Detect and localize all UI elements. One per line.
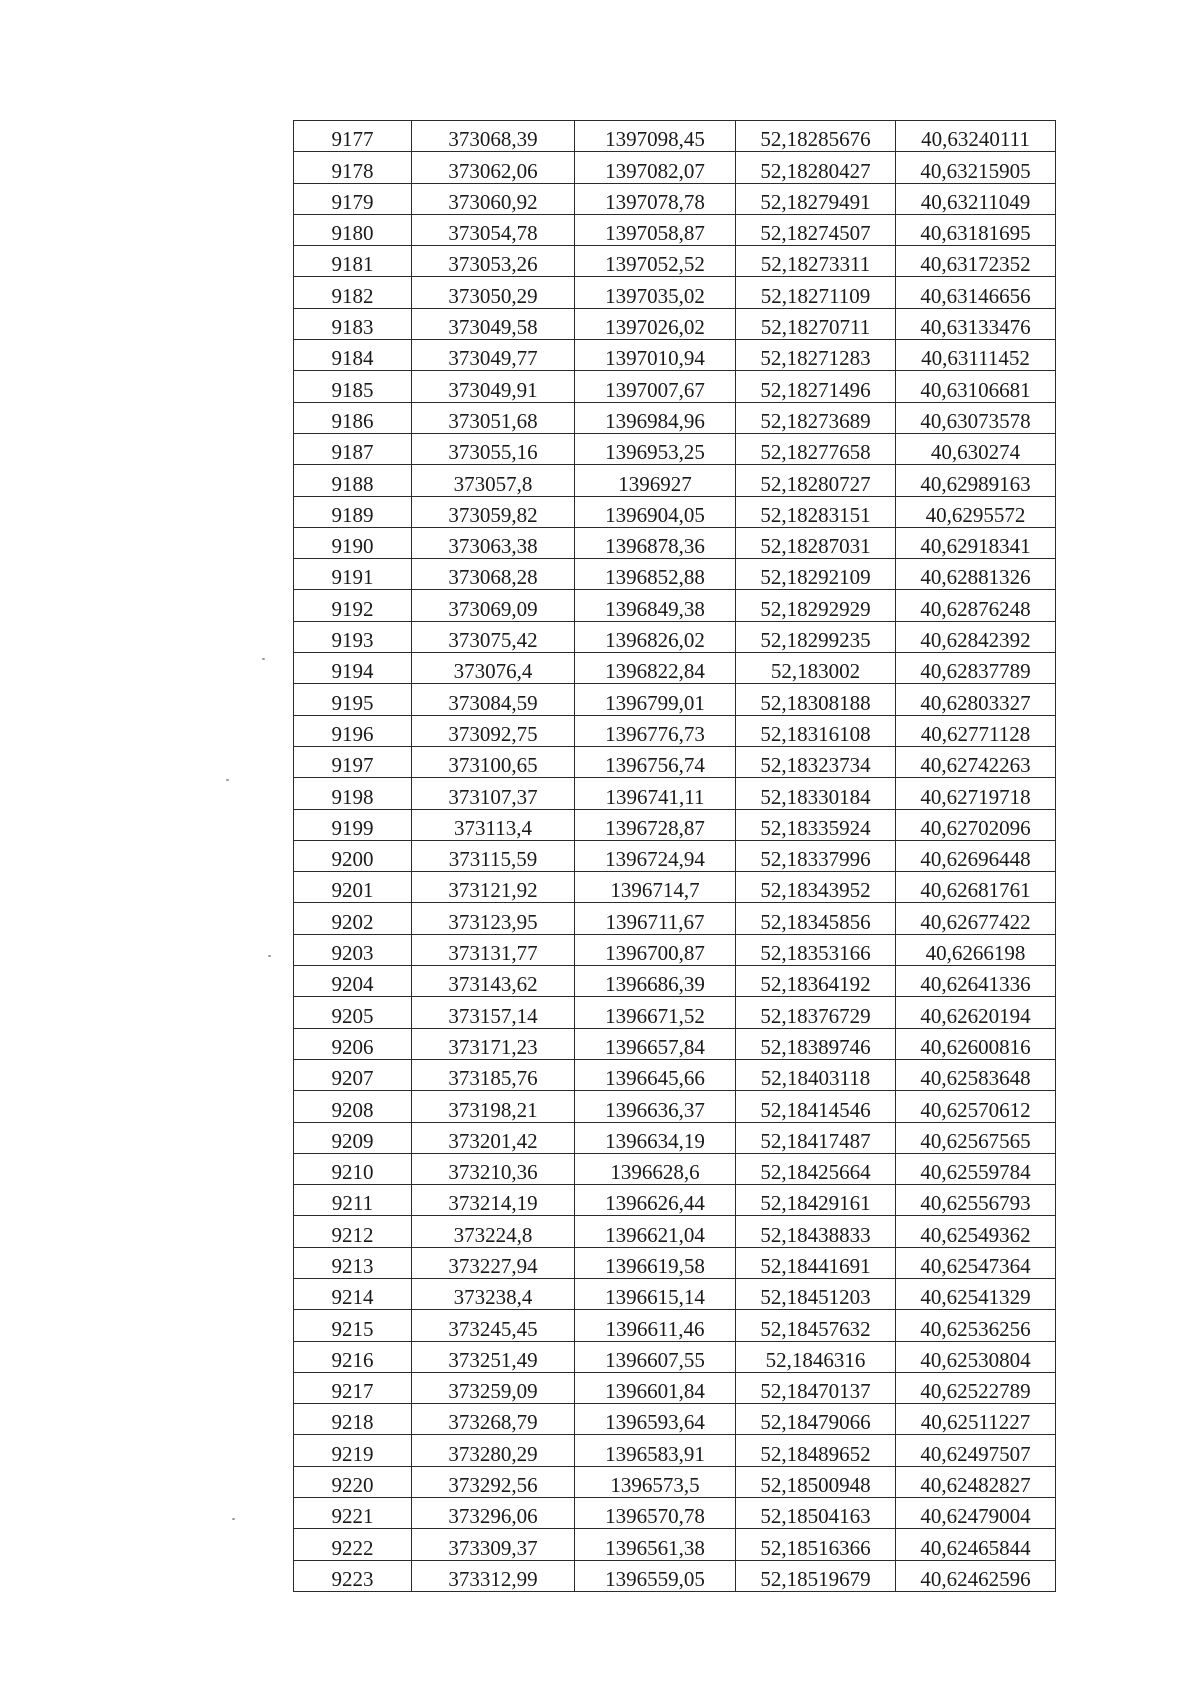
latitude-cell: 52,18425664 xyxy=(736,1153,896,1184)
y-coordinate-cell: 1396615,14 xyxy=(575,1278,736,1309)
point-number-cell: 9178 xyxy=(294,152,412,183)
latitude-cell: 52,18504163 xyxy=(736,1498,896,1529)
table-row xyxy=(294,684,1056,715)
table-row xyxy=(294,840,1056,871)
y-coordinate-cell: 1396601,84 xyxy=(575,1372,736,1403)
table-row xyxy=(294,152,1056,183)
table-row xyxy=(294,966,1056,997)
x-coordinate-cell: 373076,4 xyxy=(412,653,575,684)
y-coordinate-cell: 1396953,25 xyxy=(575,433,736,464)
x-coordinate-cell: 373280,29 xyxy=(412,1435,575,1466)
y-coordinate-cell: 1397026,02 xyxy=(575,308,736,339)
point-number-cell: 9189 xyxy=(294,496,412,527)
point-number-cell: 9194 xyxy=(294,653,412,684)
y-coordinate-cell: 1396607,55 xyxy=(575,1341,736,1372)
latitude-cell: 52,183002 xyxy=(736,653,896,684)
x-coordinate-cell: 373057,8 xyxy=(412,465,575,496)
table-row xyxy=(294,214,1056,245)
table-row xyxy=(294,1247,1056,1278)
y-coordinate-cell: 1396621,04 xyxy=(575,1216,736,1247)
y-coordinate-cell: 1396984,96 xyxy=(575,402,736,433)
y-coordinate-cell: 1396927 xyxy=(575,465,736,496)
y-coordinate-cell: 1396822,84 xyxy=(575,653,736,684)
longitude-cell: 40,62620194 xyxy=(896,997,1056,1028)
longitude-cell: 40,62567565 xyxy=(896,1122,1056,1153)
x-coordinate-cell: 373157,14 xyxy=(412,997,575,1028)
y-coordinate-cell: 1396593,64 xyxy=(575,1404,736,1435)
longitude-cell: 40,6266198 xyxy=(896,934,1056,965)
table-row xyxy=(294,1341,1056,1372)
y-coordinate-cell: 1396561,38 xyxy=(575,1529,736,1560)
x-coordinate-cell: 373121,92 xyxy=(412,872,575,903)
x-coordinate-cell: 373049,77 xyxy=(412,340,575,371)
x-coordinate-cell: 373055,16 xyxy=(412,433,575,464)
table-row xyxy=(294,746,1056,777)
table-row xyxy=(294,1529,1056,1560)
x-coordinate-cell: 373053,26 xyxy=(412,246,575,277)
x-coordinate-cell: 373185,76 xyxy=(412,1059,575,1090)
longitude-cell: 40,62719718 xyxy=(896,778,1056,809)
longitude-cell: 40,62702096 xyxy=(896,809,1056,840)
x-coordinate-cell: 373100,65 xyxy=(412,746,575,777)
table-row xyxy=(294,1435,1056,1466)
table-row xyxy=(294,778,1056,809)
table-row xyxy=(294,277,1056,308)
x-coordinate-cell: 373251,49 xyxy=(412,1341,575,1372)
point-number-cell: 9192 xyxy=(294,590,412,621)
longitude-cell: 40,62465844 xyxy=(896,1529,1056,1560)
y-coordinate-cell: 1396686,39 xyxy=(575,966,736,997)
y-coordinate-cell: 1396904,05 xyxy=(575,496,736,527)
table-row xyxy=(294,1216,1056,1247)
y-coordinate-cell: 1396573,5 xyxy=(575,1466,736,1497)
table-row xyxy=(294,433,1056,464)
point-number-cell: 9188 xyxy=(294,465,412,496)
longitude-cell: 40,62641336 xyxy=(896,966,1056,997)
latitude-cell: 52,18280427 xyxy=(736,152,896,183)
table-row xyxy=(294,1498,1056,1529)
point-number-cell: 9215 xyxy=(294,1310,412,1341)
latitude-cell: 52,18500948 xyxy=(736,1466,896,1497)
latitude-cell: 52,18330184 xyxy=(736,778,896,809)
point-number-cell: 9213 xyxy=(294,1247,412,1278)
y-coordinate-cell: 1397058,87 xyxy=(575,214,736,245)
table-row xyxy=(294,1404,1056,1435)
longitude-cell: 40,62600816 xyxy=(896,1028,1056,1059)
point-number-cell: 9218 xyxy=(294,1404,412,1435)
y-coordinate-cell: 1396626,44 xyxy=(575,1185,736,1216)
point-number-cell: 9177 xyxy=(294,121,412,152)
table-row xyxy=(294,496,1056,527)
latitude-cell: 52,18277658 xyxy=(736,433,896,464)
latitude-cell: 52,18335924 xyxy=(736,809,896,840)
x-coordinate-cell: 373084,59 xyxy=(412,684,575,715)
point-number-cell: 9211 xyxy=(294,1185,412,1216)
point-number-cell: 9220 xyxy=(294,1466,412,1497)
table-row xyxy=(294,402,1056,433)
longitude-cell: 40,62771128 xyxy=(896,715,1056,746)
y-coordinate-cell: 1397007,67 xyxy=(575,371,736,402)
latitude-cell: 52,18270711 xyxy=(736,308,896,339)
longitude-cell: 40,62530804 xyxy=(896,1341,1056,1372)
table-row xyxy=(294,903,1056,934)
latitude-cell: 52,18429161 xyxy=(736,1185,896,1216)
x-coordinate-cell: 373245,45 xyxy=(412,1310,575,1341)
point-number-cell: 9198 xyxy=(294,778,412,809)
y-coordinate-cell: 1396671,52 xyxy=(575,997,736,1028)
table-row xyxy=(294,872,1056,903)
y-coordinate-cell: 1397078,78 xyxy=(575,183,736,214)
x-coordinate-cell: 373062,06 xyxy=(412,152,575,183)
table-row xyxy=(294,653,1056,684)
longitude-cell: 40,63240111 xyxy=(896,121,1056,152)
point-number-cell: 9187 xyxy=(294,433,412,464)
y-coordinate-cell: 1396741,11 xyxy=(575,778,736,809)
scan-speck xyxy=(232,1518,235,1520)
point-number-cell: 9201 xyxy=(294,872,412,903)
table-row xyxy=(294,340,1056,371)
y-coordinate-cell: 1396711,67 xyxy=(575,903,736,934)
point-number-cell: 9179 xyxy=(294,183,412,214)
x-coordinate-cell: 373171,23 xyxy=(412,1028,575,1059)
latitude-cell: 52,18279491 xyxy=(736,183,896,214)
x-coordinate-cell: 373068,28 xyxy=(412,559,575,590)
y-coordinate-cell: 1396756,74 xyxy=(575,746,736,777)
longitude-cell: 40,63211049 xyxy=(896,183,1056,214)
y-coordinate-cell: 1396849,38 xyxy=(575,590,736,621)
latitude-cell: 52,18417487 xyxy=(736,1122,896,1153)
y-coordinate-cell: 1396619,58 xyxy=(575,1247,736,1278)
longitude-cell: 40,62549362 xyxy=(896,1216,1056,1247)
x-coordinate-cell: 373227,94 xyxy=(412,1247,575,1278)
point-number-cell: 9191 xyxy=(294,559,412,590)
point-number-cell: 9193 xyxy=(294,621,412,652)
latitude-cell: 52,18283151 xyxy=(736,496,896,527)
y-coordinate-cell: 1396657,84 xyxy=(575,1028,736,1059)
point-number-cell: 9222 xyxy=(294,1529,412,1560)
longitude-cell: 40,63106681 xyxy=(896,371,1056,402)
point-number-cell: 9197 xyxy=(294,746,412,777)
y-coordinate-cell: 1396714,7 xyxy=(575,872,736,903)
point-number-cell: 9206 xyxy=(294,1028,412,1059)
coordinates-table xyxy=(293,120,1056,1592)
longitude-cell: 40,62696448 xyxy=(896,840,1056,871)
table-row xyxy=(294,1278,1056,1309)
y-coordinate-cell: 1397010,94 xyxy=(575,340,736,371)
point-number-cell: 9195 xyxy=(294,684,412,715)
table-row xyxy=(294,1059,1056,1090)
longitude-cell: 40,62803327 xyxy=(896,684,1056,715)
x-coordinate-cell: 373075,42 xyxy=(412,621,575,652)
coordinates-table-body xyxy=(294,121,1056,1592)
point-number-cell: 9214 xyxy=(294,1278,412,1309)
y-coordinate-cell: 1396559,05 xyxy=(575,1560,736,1591)
latitude-cell: 52,18364192 xyxy=(736,966,896,997)
point-number-cell: 9196 xyxy=(294,715,412,746)
table-row xyxy=(294,559,1056,590)
x-coordinate-cell: 373198,21 xyxy=(412,1091,575,1122)
point-number-cell: 9203 xyxy=(294,934,412,965)
longitude-cell: 40,63215905 xyxy=(896,152,1056,183)
point-number-cell: 9186 xyxy=(294,402,412,433)
x-coordinate-cell: 373312,99 xyxy=(412,1560,575,1591)
table-row xyxy=(294,621,1056,652)
latitude-cell: 52,18376729 xyxy=(736,997,896,1028)
latitude-cell: 52,18271283 xyxy=(736,340,896,371)
y-coordinate-cell: 1396852,88 xyxy=(575,559,736,590)
point-number-cell: 9184 xyxy=(294,340,412,371)
table-row xyxy=(294,121,1056,152)
latitude-cell: 52,18316108 xyxy=(736,715,896,746)
x-coordinate-cell: 373259,09 xyxy=(412,1372,575,1403)
longitude-cell: 40,62556793 xyxy=(896,1185,1056,1216)
x-coordinate-cell: 373123,95 xyxy=(412,903,575,934)
y-coordinate-cell: 1396700,87 xyxy=(575,934,736,965)
longitude-cell: 40,62583648 xyxy=(896,1059,1056,1090)
latitude-cell: 52,18273689 xyxy=(736,402,896,433)
table-row xyxy=(294,246,1056,277)
latitude-cell: 52,18308188 xyxy=(736,684,896,715)
scan-speck xyxy=(268,955,271,957)
longitude-cell: 40,62989163 xyxy=(896,465,1056,496)
latitude-cell: 52,18389746 xyxy=(736,1028,896,1059)
y-coordinate-cell: 1396776,73 xyxy=(575,715,736,746)
y-coordinate-cell: 1396826,02 xyxy=(575,621,736,652)
point-number-cell: 9217 xyxy=(294,1372,412,1403)
y-coordinate-cell: 1396724,94 xyxy=(575,840,736,871)
latitude-cell: 52,18299235 xyxy=(736,621,896,652)
longitude-cell: 40,62681761 xyxy=(896,872,1056,903)
table-row xyxy=(294,1310,1056,1341)
latitude-cell: 52,18519679 xyxy=(736,1560,896,1591)
point-number-cell: 9200 xyxy=(294,840,412,871)
table-row xyxy=(294,997,1056,1028)
x-coordinate-cell: 373069,09 xyxy=(412,590,575,621)
x-coordinate-cell: 373214,19 xyxy=(412,1185,575,1216)
x-coordinate-cell: 373309,37 xyxy=(412,1529,575,1560)
longitude-cell: 40,62536256 xyxy=(896,1310,1056,1341)
table-row xyxy=(294,809,1056,840)
y-coordinate-cell: 1397098,45 xyxy=(575,121,736,152)
x-coordinate-cell: 373210,36 xyxy=(412,1153,575,1184)
latitude-cell: 52,18438833 xyxy=(736,1216,896,1247)
longitude-cell: 40,62742263 xyxy=(896,746,1056,777)
x-coordinate-cell: 373296,06 xyxy=(412,1498,575,1529)
longitude-cell: 40,62511227 xyxy=(896,1404,1056,1435)
y-coordinate-cell: 1396634,19 xyxy=(575,1122,736,1153)
longitude-cell: 40,63172352 xyxy=(896,246,1056,277)
longitude-cell: 40,63073578 xyxy=(896,402,1056,433)
x-coordinate-cell: 373113,4 xyxy=(412,809,575,840)
y-coordinate-cell: 1396570,78 xyxy=(575,1498,736,1529)
point-number-cell: 9219 xyxy=(294,1435,412,1466)
latitude-cell: 52,18343952 xyxy=(736,872,896,903)
point-number-cell: 9181 xyxy=(294,246,412,277)
longitude-cell: 40,62842392 xyxy=(896,621,1056,652)
point-number-cell: 9180 xyxy=(294,214,412,245)
x-coordinate-cell: 373060,92 xyxy=(412,183,575,214)
x-coordinate-cell: 373059,82 xyxy=(412,496,575,527)
latitude-cell: 52,18345856 xyxy=(736,903,896,934)
point-number-cell: 9185 xyxy=(294,371,412,402)
point-number-cell: 9204 xyxy=(294,966,412,997)
y-coordinate-cell: 1397082,07 xyxy=(575,152,736,183)
x-coordinate-cell: 373050,29 xyxy=(412,277,575,308)
longitude-cell: 40,62881326 xyxy=(896,559,1056,590)
longitude-cell: 40,62876248 xyxy=(896,590,1056,621)
x-coordinate-cell: 373063,38 xyxy=(412,527,575,558)
longitude-cell: 40,62462596 xyxy=(896,1560,1056,1591)
longitude-cell: 40,62497507 xyxy=(896,1435,1056,1466)
table-row xyxy=(294,1466,1056,1497)
x-coordinate-cell: 373054,78 xyxy=(412,214,575,245)
table-row xyxy=(294,1122,1056,1153)
latitude-cell: 52,18292109 xyxy=(736,559,896,590)
longitude-cell: 40,63181695 xyxy=(896,214,1056,245)
longitude-cell: 40,62559784 xyxy=(896,1153,1056,1184)
latitude-cell: 52,18287031 xyxy=(736,527,896,558)
latitude-cell: 52,18470137 xyxy=(736,1372,896,1403)
x-coordinate-cell: 373143,62 xyxy=(412,966,575,997)
x-coordinate-cell: 373049,91 xyxy=(412,371,575,402)
longitude-cell: 40,62837789 xyxy=(896,653,1056,684)
point-number-cell: 9190 xyxy=(294,527,412,558)
y-coordinate-cell: 1396645,66 xyxy=(575,1059,736,1090)
longitude-cell: 40,6295572 xyxy=(896,496,1056,527)
longitude-cell: 40,62570612 xyxy=(896,1091,1056,1122)
y-coordinate-cell: 1396636,37 xyxy=(575,1091,736,1122)
latitude-cell: 52,18274507 xyxy=(736,214,896,245)
x-coordinate-cell: 373115,59 xyxy=(412,840,575,871)
longitude-cell: 40,62522789 xyxy=(896,1372,1056,1403)
table-row xyxy=(294,590,1056,621)
latitude-cell: 52,1846316 xyxy=(736,1341,896,1372)
point-number-cell: 9183 xyxy=(294,308,412,339)
point-number-cell: 9209 xyxy=(294,1122,412,1153)
latitude-cell: 52,18441691 xyxy=(736,1247,896,1278)
point-number-cell: 9212 xyxy=(294,1216,412,1247)
table-row xyxy=(294,371,1056,402)
latitude-cell: 52,18292929 xyxy=(736,590,896,621)
latitude-cell: 52,18280727 xyxy=(736,465,896,496)
y-coordinate-cell: 1397035,02 xyxy=(575,277,736,308)
x-coordinate-cell: 373238,4 xyxy=(412,1278,575,1309)
longitude-cell: 40,630274 xyxy=(896,433,1056,464)
y-coordinate-cell: 1396583,91 xyxy=(575,1435,736,1466)
longitude-cell: 40,62677422 xyxy=(896,903,1056,934)
point-number-cell: 9207 xyxy=(294,1059,412,1090)
latitude-cell: 52,18479066 xyxy=(736,1404,896,1435)
longitude-cell: 40,62482827 xyxy=(896,1466,1056,1497)
x-coordinate-cell: 373049,58 xyxy=(412,308,575,339)
table-row xyxy=(294,1028,1056,1059)
longitude-cell: 40,63146656 xyxy=(896,277,1056,308)
table-row xyxy=(294,1153,1056,1184)
table-row xyxy=(294,1372,1056,1403)
longitude-cell: 40,62918341 xyxy=(896,527,1056,558)
latitude-cell: 52,18323734 xyxy=(736,746,896,777)
point-number-cell: 9216 xyxy=(294,1341,412,1372)
table-row xyxy=(294,1091,1056,1122)
point-number-cell: 9208 xyxy=(294,1091,412,1122)
latitude-cell: 52,18414546 xyxy=(736,1091,896,1122)
y-coordinate-cell: 1397052,52 xyxy=(575,246,736,277)
point-number-cell: 9221 xyxy=(294,1498,412,1529)
longitude-cell: 40,63133476 xyxy=(896,308,1056,339)
x-coordinate-cell: 373092,75 xyxy=(412,715,575,746)
longitude-cell: 40,62547364 xyxy=(896,1247,1056,1278)
table-row xyxy=(294,465,1056,496)
x-coordinate-cell: 373107,37 xyxy=(412,778,575,809)
latitude-cell: 52,18271109 xyxy=(736,277,896,308)
point-number-cell: 9210 xyxy=(294,1153,412,1184)
latitude-cell: 52,18457632 xyxy=(736,1310,896,1341)
latitude-cell: 52,18403118 xyxy=(736,1059,896,1090)
latitude-cell: 52,18285676 xyxy=(736,121,896,152)
scan-speck xyxy=(262,658,265,660)
y-coordinate-cell: 1396878,36 xyxy=(575,527,736,558)
y-coordinate-cell: 1396628,6 xyxy=(575,1153,736,1184)
point-number-cell: 9205 xyxy=(294,997,412,1028)
latitude-cell: 52,18273311 xyxy=(736,246,896,277)
table-row xyxy=(294,934,1056,965)
x-coordinate-cell: 373292,56 xyxy=(412,1466,575,1497)
x-coordinate-cell: 373068,39 xyxy=(412,121,575,152)
table-row xyxy=(294,183,1056,214)
scan-speck xyxy=(226,779,229,781)
x-coordinate-cell: 373268,79 xyxy=(412,1404,575,1435)
x-coordinate-cell: 373051,68 xyxy=(412,402,575,433)
latitude-cell: 52,18451203 xyxy=(736,1278,896,1309)
longitude-cell: 40,62541329 xyxy=(896,1278,1056,1309)
latitude-cell: 52,18353166 xyxy=(736,934,896,965)
latitude-cell: 52,18516366 xyxy=(736,1529,896,1560)
table-row xyxy=(294,308,1056,339)
y-coordinate-cell: 1396728,87 xyxy=(575,809,736,840)
table-row xyxy=(294,1560,1056,1591)
table-row xyxy=(294,715,1056,746)
longitude-cell: 40,63111452 xyxy=(896,340,1056,371)
point-number-cell: 9202 xyxy=(294,903,412,934)
y-coordinate-cell: 1396611,46 xyxy=(575,1310,736,1341)
x-coordinate-cell: 373224,8 xyxy=(412,1216,575,1247)
x-coordinate-cell: 373131,77 xyxy=(412,934,575,965)
x-coordinate-cell: 373201,42 xyxy=(412,1122,575,1153)
point-number-cell: 9223 xyxy=(294,1560,412,1591)
y-coordinate-cell: 1396799,01 xyxy=(575,684,736,715)
latitude-cell: 52,18489652 xyxy=(736,1435,896,1466)
longitude-cell: 40,62479004 xyxy=(896,1498,1056,1529)
table-row xyxy=(294,527,1056,558)
point-number-cell: 9182 xyxy=(294,277,412,308)
latitude-cell: 52,18337996 xyxy=(736,840,896,871)
latitude-cell: 52,18271496 xyxy=(736,371,896,402)
point-number-cell: 9199 xyxy=(294,809,412,840)
table-row xyxy=(294,1185,1056,1216)
